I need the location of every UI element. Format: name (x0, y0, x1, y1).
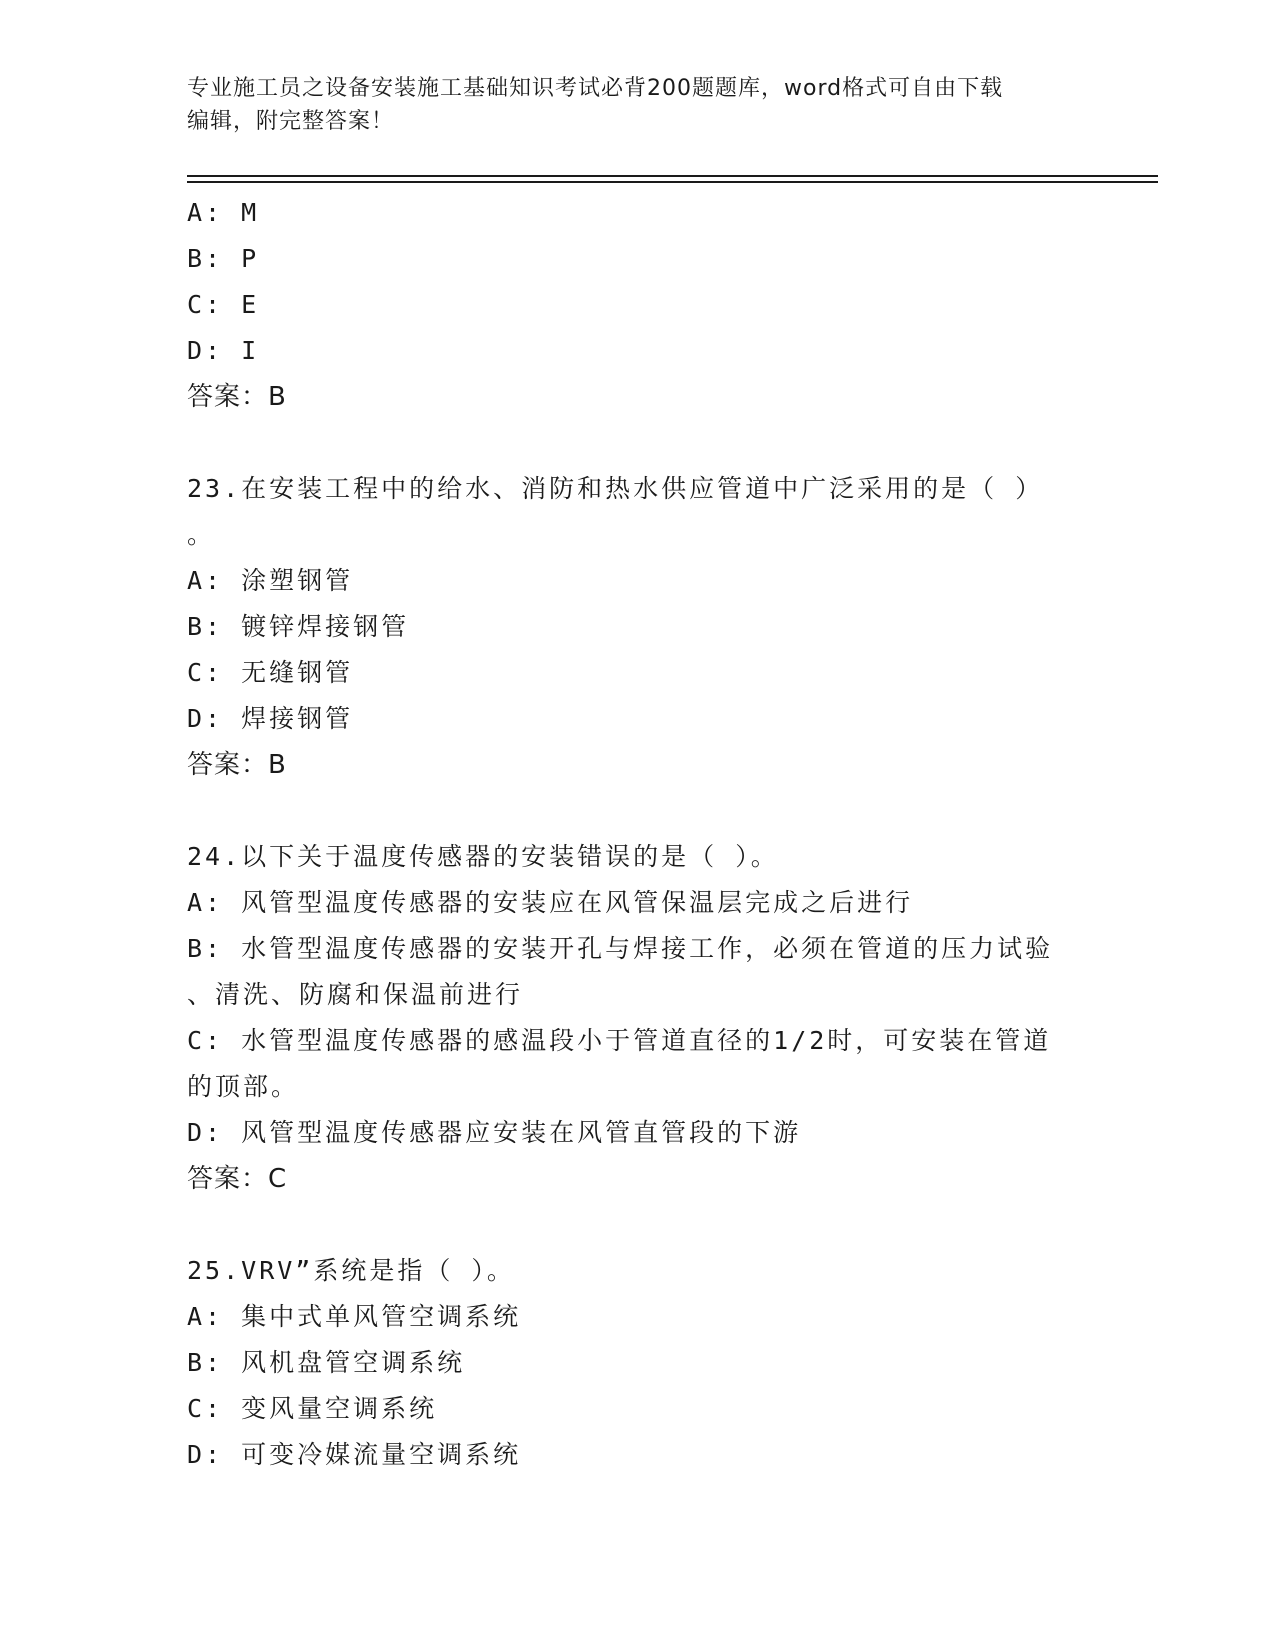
option-d: D: 焊接钢管 (187, 704, 354, 733)
answer-line: 答案：C (187, 1164, 288, 1194)
document-header (187, 72, 1087, 138)
header-title-line2: 编辑，附完整答案！ (187, 109, 395, 134)
question-23 (187, 466, 1087, 788)
question-text: 25.VRV”系统是指（ ）。 (187, 1256, 515, 1285)
option-c-continued: 的顶部。 (187, 1072, 300, 1101)
header-divider-top (187, 175, 1158, 177)
question-22 (187, 190, 1087, 420)
option-b: B: 风机盘管空调系统 (187, 1348, 466, 1377)
header-title-line1: 专业施工员之设备安装施工基础知识考试必背200题题库，word格式可自由下载 (187, 76, 1004, 101)
option-d: D: 可变冷媒流量空调系统 (187, 1440, 522, 1469)
question-text-continued: 。 (187, 520, 216, 549)
option-b: B: 水管型温度传感器的安装开孔与焊接工作，必须在管道的压力试验 (187, 934, 1054, 963)
question-25 (187, 1248, 1087, 1478)
option-b-continued: 、清洗、防腐和保温前进行 (187, 980, 524, 1009)
option-c: C: 变风量空调系统 (187, 1394, 438, 1423)
option-a: A: 涂塑钢管 (187, 566, 354, 595)
option-d: D: 风管型温度传感器应安装在风管直管段的下游 (187, 1118, 802, 1147)
question-list (187, 190, 1087, 1478)
option-c: C: 无缝钢管 (187, 658, 354, 687)
option-a: A: 风管型温度传感器的安装应在风管保温层完成之后进行 (187, 888, 914, 917)
option-c: C: E (187, 290, 260, 319)
header-divider-bottom (187, 181, 1158, 183)
option-a: A: 集中式单风管空调系统 (187, 1302, 522, 1331)
answer-line: 答案：B (187, 382, 287, 412)
question-text: 24.以下关于温度传感器的安装错误的是（ ）。 (187, 842, 779, 871)
spacer (187, 788, 1087, 834)
option-b: B: P (187, 244, 260, 273)
option-b: B: 镀锌焊接钢管 (187, 612, 410, 641)
answer-line: 答案：B (187, 750, 287, 780)
question-text: 23.在安装工程中的给水、消防和热水供应管道中广泛采用的是（ ） (187, 474, 1044, 503)
option-d: D: I (187, 336, 260, 365)
question-24 (187, 834, 1087, 1202)
option-c: C: 水管型温度传感器的感温段小于管道直径的1/2时，可安装在管道 (187, 1026, 1052, 1055)
spacer (187, 1202, 1087, 1248)
spacer (187, 420, 1087, 466)
option-a: A: M (187, 198, 260, 227)
